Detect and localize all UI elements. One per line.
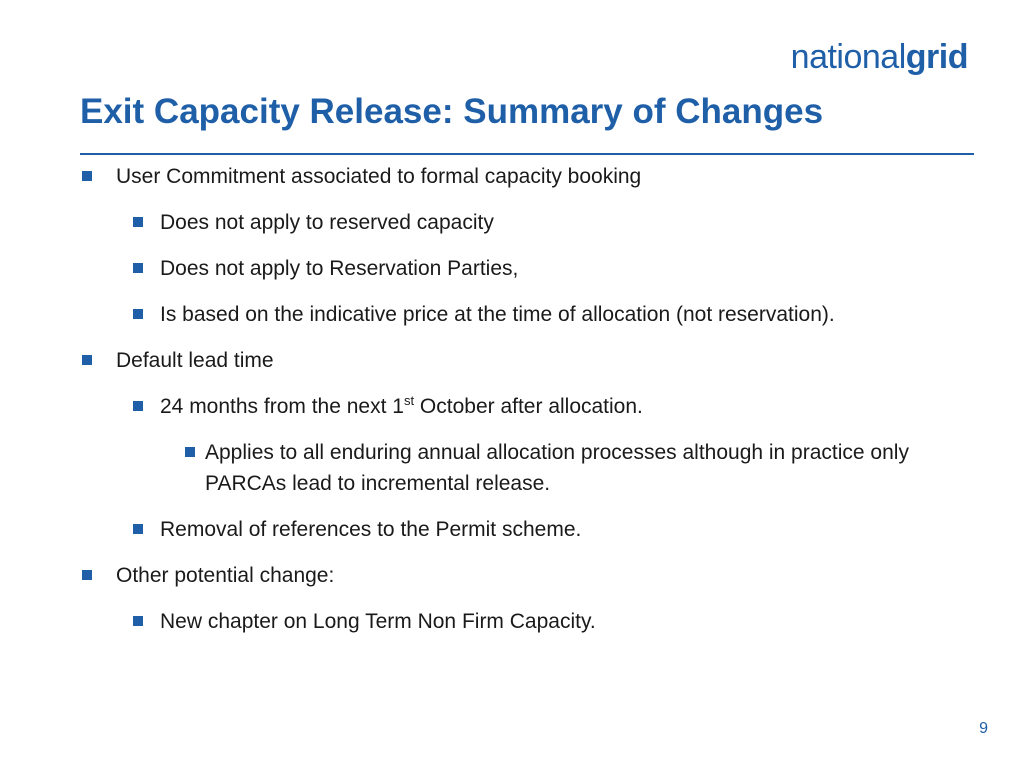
square-bullet-icon	[133, 263, 143, 273]
bullet-text: Applies to all enduring annual allocation processes although in practice only PARCAs lead to incremental release.	[205, 441, 909, 495]
bullet-text: Removal of references to the Permit scheme.	[160, 518, 582, 541]
square-bullet-icon	[82, 570, 92, 580]
page-number: 9	[979, 720, 988, 737]
square-bullet-icon	[133, 616, 143, 626]
bullet-text-end: October after allocation.	[414, 395, 643, 418]
sub-bullet-new-chapter	[80, 606, 960, 637]
sub-bullet-reserved-capacity	[80, 207, 960, 238]
square-bullet-icon	[82, 171, 92, 181]
square-bullet-icon	[185, 447, 195, 457]
sub-bullet-permit-scheme	[80, 514, 960, 545]
bullet-text: Does not apply to Reservation Parties,	[160, 257, 519, 280]
logo-text-grid: grid	[905, 38, 968, 76]
bullet-text-start: 24 months from the next 1	[160, 395, 404, 418]
bullet-text: User Commitment associated to formal capacity booking	[116, 165, 642, 188]
bullet-text: Other potential change:	[116, 564, 335, 587]
bullet-text	[160, 395, 643, 418]
sub-bullet-reservation-parties	[80, 253, 960, 284]
square-bullet-icon	[82, 355, 92, 365]
national-grid-logo	[791, 38, 968, 77]
square-bullet-icon	[133, 524, 143, 534]
bullet-list	[80, 161, 960, 652]
ordinal-suffix: st	[403, 393, 415, 408]
square-bullet-icon	[133, 217, 143, 227]
title-divider	[80, 153, 974, 155]
bullet-text: Default lead time	[116, 349, 274, 372]
sub-bullet-indicative-price	[80, 299, 960, 330]
sub-sub-bullet-parcas	[80, 437, 960, 499]
slide-title: Exit Capacity Release: Summary of Changes	[80, 92, 824, 131]
bullet-text: New chapter on Long Term Non Firm Capacity.	[160, 610, 596, 633]
square-bullet-icon	[133, 401, 143, 411]
bullet-item-other-change	[80, 560, 960, 591]
sub-bullet-24-months	[80, 391, 960, 422]
square-bullet-icon	[133, 309, 143, 319]
bullet-text: Does not apply to reserved capacity	[160, 211, 494, 234]
bullet-text: Is based on the indicative price at the time of allocation (not reservation).	[160, 303, 835, 326]
logo-text-national: national	[790, 38, 906, 76]
bullet-item-default-lead-time	[80, 345, 960, 376]
bullet-item-user-commitment	[80, 161, 960, 192]
